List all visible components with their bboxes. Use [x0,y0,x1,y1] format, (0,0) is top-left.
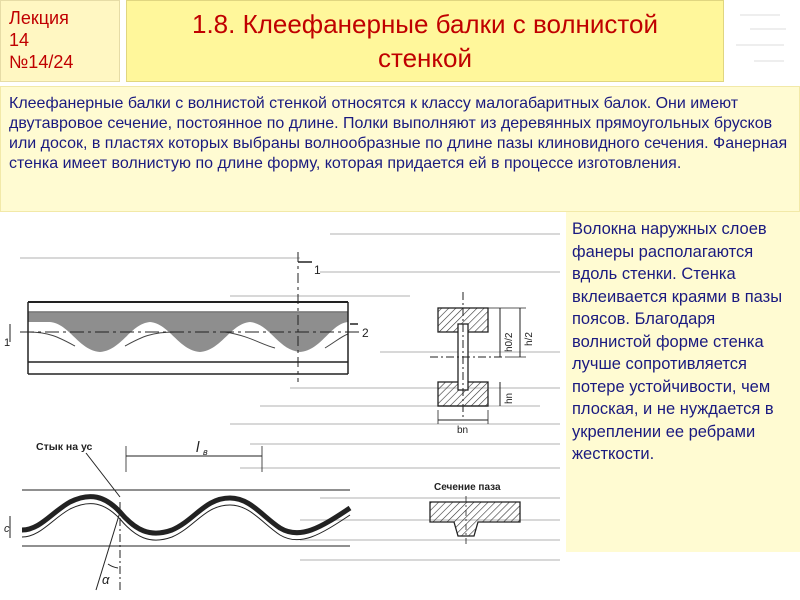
section-mark-2: 2 [362,326,369,340]
scarf-joint-label: Стык на ус [36,441,93,453]
dim-h0-half: h0/2 [504,332,515,352]
slide-title: 1.8. Клеефанерные балки с волнистой стенкой [191,9,659,73]
intro-text: Клеефанерные балки с волнистой стенкой относятся к классу малогабаритных балок. Они имеют двутавровое сечение, постоянное по длине. Полки выполняют из деревянных прямоугольных брусков или досок, в пластях которых выбраны волнообразные по длине пазы клиновидного сечения. Фанерная стенка имеет волнистую по длине форму, которая придается ей в процессе изготовления. [9,95,788,172]
beam-elevation [4,252,369,382]
slide-title-panel [126,0,724,82]
dim-c: c [4,523,10,535]
side-text-panel [566,212,800,552]
slide-counter: №14/24 [9,52,74,72]
dim-hn: hn [504,392,515,404]
section-mark-1: 1 [314,263,321,277]
angle-alpha: α [102,572,110,587]
wave-detail [4,439,350,590]
svg-text:1: 1 [4,337,11,349]
dim-lb-sub: в [203,447,208,457]
beam-drawing [0,212,566,600]
lecture-label: Лекция [9,8,69,28]
lecture-info [0,0,120,82]
groove-section-label: Сечение паза [434,482,501,493]
side-text: Волокна наружных слоев фанеры располагаются вдоль стенки. Стенка вклеивается краями в пазы поясов. Благодаря волнистой форме стенка лучше сопротивляется потере устойчивости, чем плоская, и не нуждается в укреплении ее ребрами жесткости. [572,220,783,463]
groove-section [430,482,520,544]
background-pattern [728,0,800,82]
lecture-number: 14 [9,30,30,50]
dim-bn: bn [457,425,469,436]
dim-lb: l [196,439,200,456]
dim-h-half: h/2 [524,332,535,346]
cross-section-i-beam [430,292,535,436]
intro-text-panel [0,86,800,212]
